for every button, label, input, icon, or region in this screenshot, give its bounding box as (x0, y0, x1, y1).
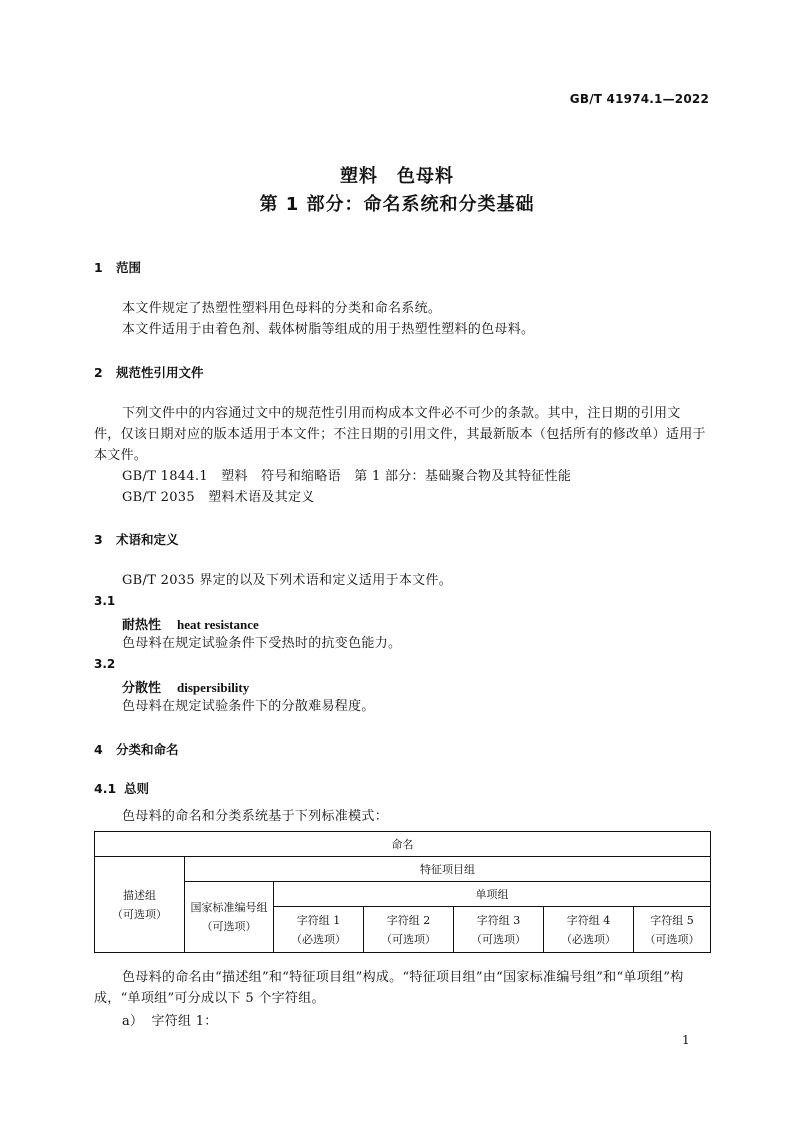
normative-reference-1: GB/T 1844.1 塑料 符号和缩略语 第 1 部分：基础聚合物及其特征性能 (122, 469, 572, 484)
section-1-para-2: 本文件适用于由着色剂、载体树脂等组成的用于热塑性塑料的色母料。 (122, 322, 535, 337)
list-item-a-label: a） (122, 1014, 144, 1029)
page-number: 1 (682, 1033, 690, 1047)
section-2-title: 规范性引用文件 (116, 365, 204, 380)
term-3-1 (122, 614, 259, 633)
section-1-title: 范围 (116, 260, 142, 275)
section-1-number: 1 (94, 260, 103, 275)
table-char-group-2-opt: （可选项） (381, 932, 436, 946)
section-3-heading (94, 530, 179, 548)
section-4-1-number: 4.1 (94, 781, 117, 796)
table-char-group-4-name: 字符组 4 (566, 913, 611, 927)
table-description-group-label: 描述组 (123, 888, 156, 902)
section-4-after-line-2: 成，“单项组”可分成以下 5 个字符组。 (94, 991, 325, 1006)
table-feature-group-cell: 特征项目组 (185, 857, 711, 882)
section-4-after-line-1: 色母料的命名由“描述组”和“特征项目组”构成。“特征项目组”由“国家标准编号组”和“单项组”构 (122, 970, 684, 985)
table-char-group-3-cell (454, 907, 544, 953)
list-item-a-text: 字符组 1： (151, 1014, 218, 1029)
section-4-number: 4 (94, 742, 103, 757)
section-2-number: 2 (94, 365, 103, 380)
section-4-intro: 色母料的命名和分类系统基于下列标准模式： (122, 809, 389, 824)
section-1-heading (94, 258, 141, 276)
normative-reference-2: GB/T 2035 塑料术语及其定义 (122, 490, 315, 505)
table-char-group-5-opt: （可选项） (644, 932, 700, 946)
section-3-title: 术语和定义 (116, 532, 179, 547)
term-3-2-zh: 分散性 (122, 681, 162, 696)
table-national-group-label: 国家标准编号组 (190, 901, 268, 914)
naming-structure-table (94, 831, 711, 953)
section-2-para-line-3: 本文件。 (94, 448, 148, 463)
term-3-2 (122, 677, 249, 696)
table-char-group-2-cell (364, 907, 454, 953)
table-single-group-cell: 单项组 (274, 882, 711, 907)
list-item-a (122, 1011, 218, 1032)
term-3-1-number: 3.1 (94, 594, 116, 608)
table-char-group-1-name: 字符组 1 (296, 913, 341, 927)
section-4-title: 分类和命名 (116, 742, 179, 757)
section-4-1-title: 总则 (124, 781, 150, 796)
table-char-group-1-cell (274, 907, 364, 953)
table-char-group-4-cell (544, 907, 634, 953)
table-char-group-3-opt: （可选项） (471, 932, 526, 946)
term-3-2-definition: 色母料在规定试验条件下的分散难易程度。 (122, 699, 375, 714)
table-char-group-5-cell (634, 907, 711, 953)
document-title-line2: 第 1 部分：命名系统和分类基础 (259, 194, 535, 215)
section-1-para-1: 本文件规定了热塑性塑料用色母料的分类和命名系统。 (122, 301, 442, 316)
table-char-group-4-opt: （必选项） (561, 932, 616, 946)
term-3-1-definition: 色母料在规定试验条件下受热时的抗变色能力。 (122, 636, 402, 651)
term-3-1-zh: 耐热性 (122, 618, 162, 633)
table-char-group-5-name: 字符组 5 (650, 913, 694, 927)
table-national-group-cell (185, 882, 274, 953)
table-char-group-1-opt: （必选项） (291, 932, 346, 946)
section-3-intro: GB/T 2035 界定的以及下列术语和定义适用于本文件。 (122, 573, 453, 588)
section-4-heading (94, 740, 179, 758)
standard-number: GB/T 41974.1—2022 (569, 92, 709, 106)
document-title-line1: 塑料 色母料 (340, 166, 454, 187)
table-national-group-opt: （可选项） (201, 920, 257, 933)
table-char-group-3-name: 字符组 3 (476, 913, 521, 927)
table-char-group-2-name: 字符组 2 (386, 913, 431, 927)
table-naming-cell: 命名 (95, 832, 711, 857)
section-3-number: 3 (94, 532, 103, 547)
table-description-group-opt: （可选项） (112, 907, 167, 921)
section-2-heading (94, 363, 204, 381)
term-3-1-en: heat resistance (177, 617, 259, 632)
section-2-para-line-1: 下列文件中的内容通过文中的规范性引用而构成本文件必不可少的条款。其中，注日期的引用文 (122, 406, 681, 421)
section-2-para-line-2: 件，仅该日期对应的版本适用于本文件；不注日期的引用文件，其最新版本（包括所有的修改单）适用于 (94, 427, 706, 442)
section-4-1-heading (94, 779, 149, 797)
term-3-2-number: 3.2 (94, 657, 116, 671)
table-description-group-cell (95, 857, 185, 953)
term-3-2-en: dispersibility (177, 680, 250, 695)
